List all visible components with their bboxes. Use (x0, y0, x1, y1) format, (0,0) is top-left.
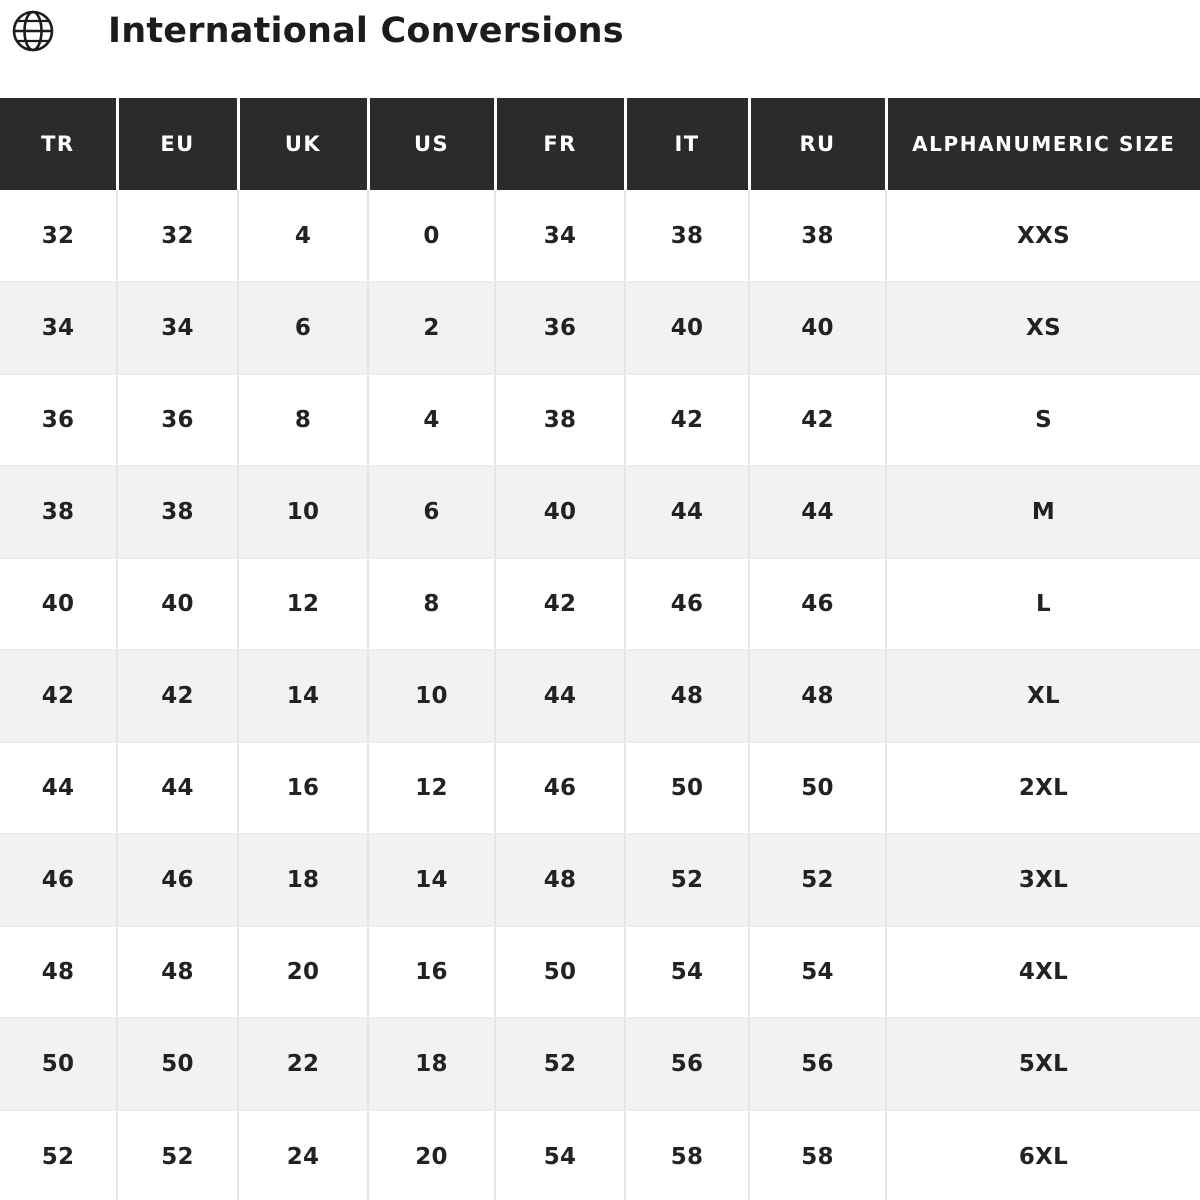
table-row (0, 1018, 1200, 1110)
cell-uk: 4 (238, 190, 368, 282)
cell-eu: 48 (117, 926, 238, 1018)
cell-fr: 48 (495, 834, 625, 926)
cell-uk: 14 (238, 650, 368, 742)
column-header-alphanumeric-size: ALPHANUMERIC SIZE (886, 98, 1200, 190)
cell-it: 56 (625, 1018, 749, 1110)
cell-uk: 10 (238, 466, 368, 558)
cell-tr: 38 (0, 466, 117, 558)
cell-ru: 38 (749, 190, 886, 282)
cell-ru: 42 (749, 374, 886, 466)
cell-alphanumeric: S (886, 374, 1200, 466)
cell-tr: 50 (0, 1018, 117, 1110)
cell-ru: 50 (749, 742, 886, 834)
cell-it: 54 (625, 926, 749, 1018)
table-row (0, 926, 1200, 1018)
cell-fr: 42 (495, 558, 625, 650)
cell-alphanumeric: 3XL (886, 834, 1200, 926)
table-body (0, 190, 1200, 1200)
cell-alphanumeric: M (886, 466, 1200, 558)
cell-us: 18 (368, 1018, 495, 1110)
cell-ru: 58 (749, 1110, 886, 1200)
cell-tr: 44 (0, 742, 117, 834)
cell-alphanumeric: 2XL (886, 742, 1200, 834)
cell-us: 0 (368, 190, 495, 282)
cell-alphanumeric: XS (886, 282, 1200, 374)
table-row (0, 650, 1200, 742)
cell-fr: 54 (495, 1110, 625, 1200)
table-row (0, 742, 1200, 834)
cell-it: 58 (625, 1110, 749, 1200)
cell-eu: 40 (117, 558, 238, 650)
cell-fr: 40 (495, 466, 625, 558)
cell-ru: 52 (749, 834, 886, 926)
page-title: International Conversions (108, 10, 624, 51)
cell-it: 38 (625, 190, 749, 282)
cell-alphanumeric: 5XL (886, 1018, 1200, 1110)
cell-tr: 48 (0, 926, 117, 1018)
cell-us: 10 (368, 650, 495, 742)
cell-eu: 50 (117, 1018, 238, 1110)
column-header-it: IT (625, 98, 749, 190)
cell-eu: 34 (117, 282, 238, 374)
column-header-us: US (368, 98, 495, 190)
cell-eu: 32 (117, 190, 238, 282)
cell-it: 48 (625, 650, 749, 742)
cell-eu: 44 (117, 742, 238, 834)
cell-us: 6 (368, 466, 495, 558)
cell-alphanumeric: 4XL (886, 926, 1200, 1018)
cell-fr: 34 (495, 190, 625, 282)
cell-uk: 24 (238, 1110, 368, 1200)
cell-fr: 50 (495, 926, 625, 1018)
table-header (0, 98, 1200, 190)
cell-ru: 54 (749, 926, 886, 1018)
cell-fr: 36 (495, 282, 625, 374)
cell-us: 4 (368, 374, 495, 466)
column-header-ru: RU (749, 98, 886, 190)
globe-icon (10, 8, 56, 54)
cell-tr: 32 (0, 190, 117, 282)
cell-uk: 12 (238, 558, 368, 650)
cell-eu: 36 (117, 374, 238, 466)
cell-alphanumeric: XXS (886, 190, 1200, 282)
cell-fr: 38 (495, 374, 625, 466)
cell-ru: 44 (749, 466, 886, 558)
table-row (0, 1110, 1200, 1200)
table-row (0, 466, 1200, 558)
column-header-eu: EU (117, 98, 238, 190)
cell-ru: 56 (749, 1018, 886, 1110)
table-row (0, 190, 1200, 282)
cell-ru: 48 (749, 650, 886, 742)
table-row (0, 834, 1200, 926)
cell-alphanumeric: XL (886, 650, 1200, 742)
table-row (0, 282, 1200, 374)
cell-tr: 36 (0, 374, 117, 466)
cell-us: 16 (368, 926, 495, 1018)
cell-us: 12 (368, 742, 495, 834)
cell-uk: 16 (238, 742, 368, 834)
cell-it: 44 (625, 466, 749, 558)
conversion-table (0, 98, 1200, 1200)
cell-eu: 52 (117, 1110, 238, 1200)
cell-tr: 40 (0, 558, 117, 650)
cell-alphanumeric: L (886, 558, 1200, 650)
page-header (0, 0, 1200, 62)
cell-tr: 42 (0, 650, 117, 742)
cell-alphanumeric: 6XL (886, 1110, 1200, 1200)
cell-it: 42 (625, 374, 749, 466)
cell-us: 20 (368, 1110, 495, 1200)
cell-it: 52 (625, 834, 749, 926)
column-header-uk: UK (238, 98, 368, 190)
cell-uk: 6 (238, 282, 368, 374)
cell-uk: 22 (238, 1018, 368, 1110)
table-row (0, 374, 1200, 466)
cell-uk: 18 (238, 834, 368, 926)
cell-fr: 52 (495, 1018, 625, 1110)
table-row (0, 558, 1200, 650)
cell-uk: 20 (238, 926, 368, 1018)
column-header-fr: FR (495, 98, 625, 190)
cell-eu: 42 (117, 650, 238, 742)
cell-ru: 46 (749, 558, 886, 650)
cell-it: 40 (625, 282, 749, 374)
cell-fr: 44 (495, 650, 625, 742)
cell-us: 14 (368, 834, 495, 926)
cell-tr: 52 (0, 1110, 117, 1200)
cell-uk: 8 (238, 374, 368, 466)
column-header-tr: TR (0, 98, 117, 190)
cell-eu: 46 (117, 834, 238, 926)
cell-us: 8 (368, 558, 495, 650)
cell-fr: 46 (495, 742, 625, 834)
table-header-row (0, 98, 1200, 190)
cell-tr: 34 (0, 282, 117, 374)
cell-tr: 46 (0, 834, 117, 926)
cell-ru: 40 (749, 282, 886, 374)
cell-us: 2 (368, 282, 495, 374)
cell-it: 46 (625, 558, 749, 650)
cell-eu: 38 (117, 466, 238, 558)
cell-it: 50 (625, 742, 749, 834)
